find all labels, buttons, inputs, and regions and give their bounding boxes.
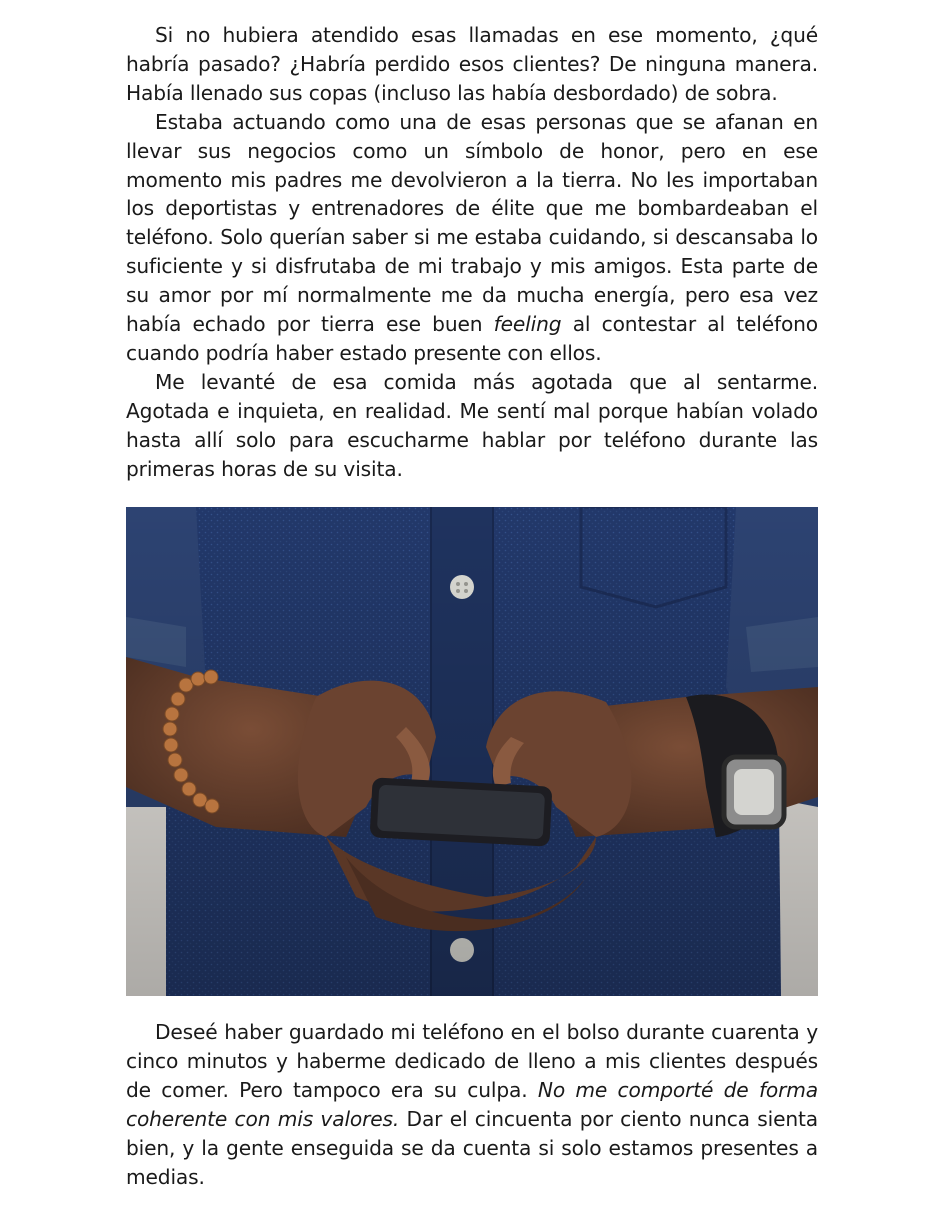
paragraph-1 bbox=[126, 21, 818, 108]
text-segment: Me levanté de esa comida más agotada que al sentarme. Agotada e inquieta, en realidad. Me sentí mal porque habían volado hasta allí solo para escucharme hablar por teléfono durante las primeras horas de su visita. bbox=[126, 369, 818, 481]
photo-hands-smartphone bbox=[126, 507, 818, 996]
text-block-bottom bbox=[126, 1018, 818, 1191]
photo-illustration bbox=[126, 507, 818, 996]
text-segment: Dar el cincuenta por ciento nunca sienta bien, y la gente enseguida se da cuenta si solo estamos presentes a medias. bbox=[126, 1106, 818, 1189]
paragraph-2 bbox=[126, 108, 818, 368]
text-block-top bbox=[126, 21, 818, 484]
text-segment: al contestar al teléfono cuando podría haber estado presente con ellos. bbox=[126, 312, 818, 365]
paragraph-4 bbox=[126, 1018, 818, 1191]
italic-text: No me comporté de forma coherente con mis valores. bbox=[126, 1077, 818, 1131]
text-segment: Si no hubiera atendido esas llamadas en ese momento, ¿qué habría pasado? ¿Habría perdido esos clientes? De ninguna manera. Había llenado sus copas (incluso las había desbordado) de sobra. bbox=[126, 23, 818, 105]
paragraph-3 bbox=[126, 368, 818, 484]
italic-text: feeling bbox=[493, 312, 562, 337]
text-segment: Estaba actuando como una de esas personas que se afanan en llevar sus negocios como un símbolo de honor, pero en ese momento mis padres me devolvieron a la tierra. No les importaban los deportistas y entrenadores de élite que me bombardeaban el teléfono. Solo querían saber si me estaba cuidando, si descansaba lo suficiente y si disfrutaba de mi trabajo y mis amigos. Esta parte de su amor por mí normalmente me da mucha energía, pero esa vez había echado por tierra ese buen bbox=[126, 109, 818, 337]
text-segment: Deseé haber guardado mi teléfono en el bolso durante cuarenta y cinco minutos y haberme dedicado de lleno a mis clientes después de comer. Pero tampoco era su culpa. bbox=[126, 1020, 818, 1102]
